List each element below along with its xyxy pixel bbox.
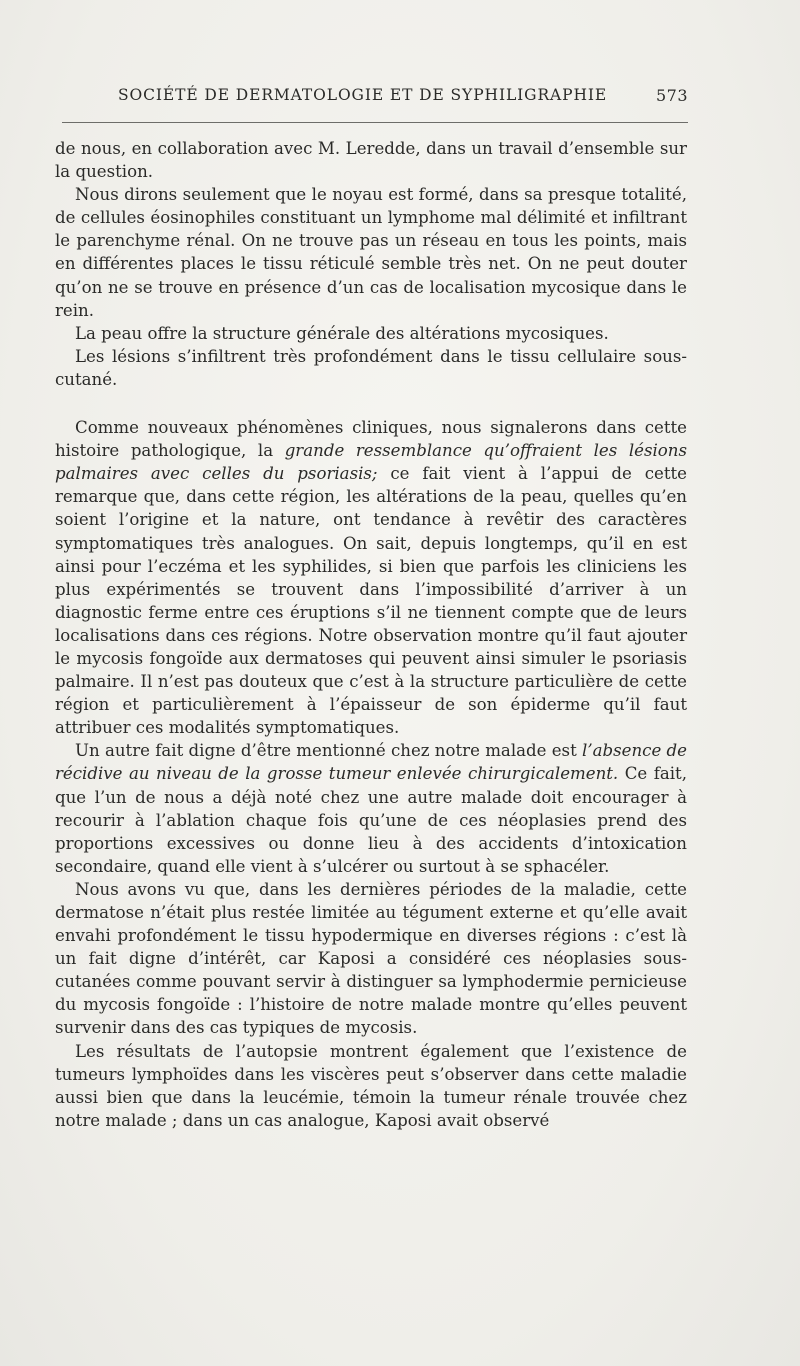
italic-emphasis: l’absence de récidive au niveau de la grosse tumeur enlevée chirurgicalement. [55, 741, 687, 784]
paragraph-renal-lymphoma: Nous dirons seulement que le noyau est formé, dans sa presque totalité, de cellules éosinophiles constituant un lymphome mal délimité et infiltrant le parenchyme rénal. On ne trouve pas un réseau en tous les points, mais en différentes places le tissu réticulé semble très net. On ne peut douter qu’on ne se trouve en présence d’un cas de localisation mycosique dans le rein. [55, 185, 687, 320]
paragraph-lesions-infiltration: Les lésions s’infiltrent très profondément dans le tissu cellulaire sous-cutané. [55, 346, 687, 389]
paragraph-clinical-phenomena [55, 416, 687, 739]
text-run: ce fait vient à l’appui de cette remarque que, dans cette région, les altérations de la peau, quelles qu’en soient l’origine et la nature, ont tendance à revêtir des caractères symptomatiques très analogues. On sait, depuis longtemps, qu’il en est ainsi pour l’eczéma et les syphilides, si bien que parfois les cliniciens les plus expérimentés se trouvent dans l’impossibilité d’arriver à un diagnostic ferme entre ces éruptions s’il ne tiennent compte que de leurs localisations dans ces régions. Notre observation montre qu’il faut ajouter le mycosis fongoïde aux dermatoses qui peuvent ainsi simuler le psoriasis palmaire. Il n’est pas douteux que c’est à la structure particulière de cette région et particulièrement à l’épaisseur de son épiderme qu’il faut attribuer ces modalités symptomatiques. [55, 464, 687, 738]
italic-emphasis: grande ressemblance qu’offraient les lésions palmaires avec celles du psoriasis; [55, 441, 687, 484]
header-rule [62, 122, 688, 123]
paragraph-hypodermic-invasion: Nous avons vu que, dans les dernières périodes de la maladie, cette dermatose n’était plus restée limitée au tégument externe et qu’elle avait envahi profondément le tissu hypodermique en diverses régions : c’est là un fait digne d’intérêt, car Kaposi a considéré ces néoplasies sous-cutanées comme pouvant servir à distinguer sa lymphodermie pernicieuse du mycosis fongoïde : l’histoire de notre malade montre qu’elles peuvent survenir dans des cas typiques de mycosis. [55, 879, 687, 1038]
paragraph-continuation: de nous, en collaboration avec M. Leredde, dans un travail d’ensemble sur la question. [55, 139, 687, 182]
text-run: Comme nouveaux phénomènes cliniques, nous signalerons dans cette histoire pathologique, la [55, 418, 687, 461]
text-run: Un autre fait digne d’être mentionné chez notre malade est [75, 741, 583, 761]
page-number: 573 [655, 86, 688, 105]
page-header [118, 86, 688, 112]
body-text [55, 137, 687, 1132]
text-run: Ce fait, que l’un de nous a déjà noté chez une autre malade doit encourager à recourir à l’ablation chaque fois qu’une de ces néoplasies prend des proportions excessives ou donne lieu à des accidents d’intoxication secondaire, quand elle vient à s’ulcérer ou surtout à se sphacéler. [55, 764, 687, 876]
paragraph-no-recurrence [55, 739, 687, 878]
paragraph-autopsy-results: Les résultats de l’autopsie montrent également que l’existence de tumeurs lymphoïdes dans les viscères peut s’observer dans cette maladie aussi bien que dans la leucémie, témoin la tumeur rénale trouvée chez notre malade ; dans un cas analogue, Kaposi avait observé [55, 1041, 687, 1130]
running-head: SOCIÉTÉ DE DERMATOLOGIE ET DE SYPHILIGRAPHIE [118, 86, 608, 104]
paragraph-skin-structure: La peau offre la structure générale des altérations mycosiques. [75, 323, 609, 343]
